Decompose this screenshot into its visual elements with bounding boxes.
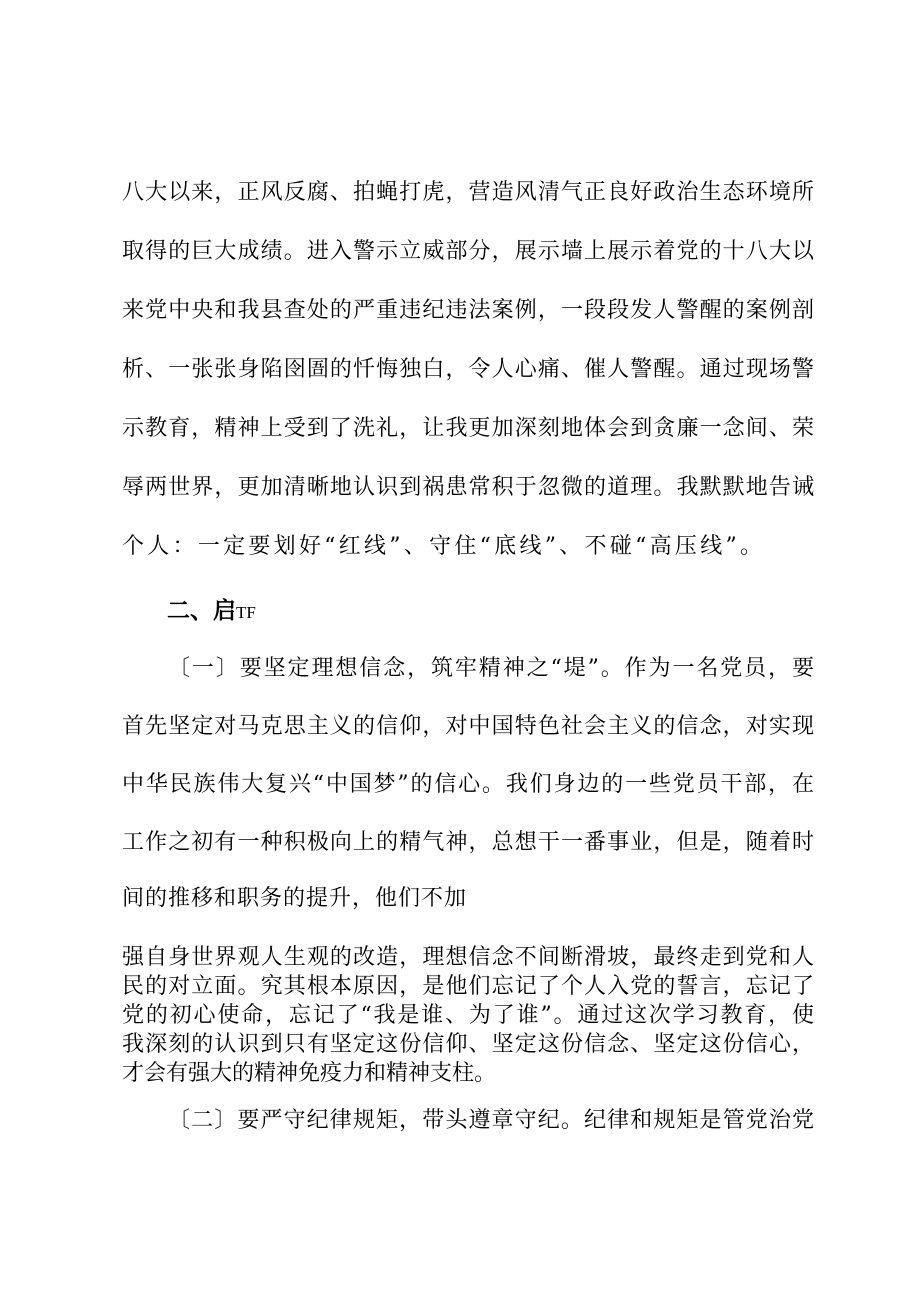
section-heading-text: 二、启 [167, 598, 236, 624]
section-heading [167, 596, 256, 628]
paragraph-line: 辱两世界，更加清晰地认识到祸患常积于忽微的道理。我默默地告诫 [122, 475, 814, 500]
paragraph-line: 党的初心使命，忘记了“我是谁、为了谁”。通过这次学习教育，使 [122, 1003, 814, 1028]
paragraph-line: 八大以来，正风反腐、拍蝇打虎，营造风清气正良好政治生态环境所 [122, 180, 814, 205]
paragraph-line: 〔二〕要严守纪律规矩，带头遵章守纪。纪律和规矩是管党治党 [168, 1108, 814, 1133]
paragraph-line: 析、一张张身陷囹圄的忏悔独白，令人心痛、催人警醒。通过现场警 [122, 357, 814, 382]
paragraph-line: 工作之初有一种积极向上的精气神，总想干一番事业，但是，随着时 [122, 830, 814, 855]
paragraph-line: 〔一〕要坚定理想信念，筑牢精神之“堤”。作为一名党员，要 [168, 656, 814, 681]
paragraph-line: 民的对立面。究其根本原因，是他们忘记了个人入党的誓言，忘记了 [122, 974, 814, 999]
paragraph-line: 个人：一定要划好“红线”、守住“底线”、不碰“高压线”。 [122, 534, 762, 559]
paragraph-line: 我深刻的认识到只有坚定这份信仰、坚定这份信念、坚定这份信心， [122, 1032, 814, 1057]
paragraph-line: 中华民族伟大复兴“中国梦”的信心。我们身边的一些党员干部，在 [122, 772, 814, 797]
paragraph-line: 间的推移和职务的提升，他们不加 [122, 886, 466, 911]
paragraph-line: 强自身世界观人生观的改造，理想信念不间断滑坡，最终走到党和人 [122, 945, 814, 970]
paragraph-line: 示教育，精神上受到了洗礼，让我更加深刻地体会到贪廉一念间、荣 [122, 416, 814, 441]
paragraph-line: 来党中央和我县查处的严重违纪违法案例，一段段发人警醒的案例剖 [122, 298, 814, 323]
section-heading-suffix: TF [236, 603, 256, 622]
paragraph-line: 首先坚定对马克思主义的信仰，对中国特色社会主义的信念，对实现 [122, 714, 814, 739]
paragraph-line: 取得的巨大成绩。进入警示立威部分，展示墙上展示着党的十八大以 [122, 239, 814, 264]
paragraph-line: 才会有强大的精神免疫力和精神支柱。 [122, 1061, 497, 1086]
